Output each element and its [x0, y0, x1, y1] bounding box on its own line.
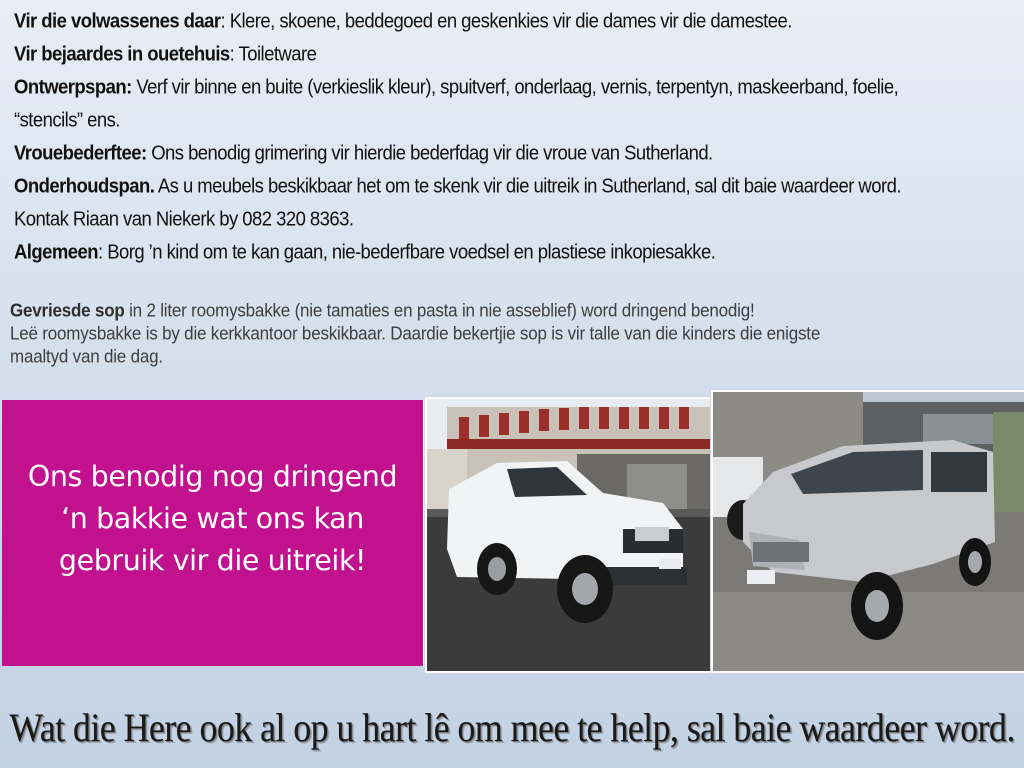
notes-list [14, 8, 1014, 272]
note-design-team: Ontwerpspan: Verf vir binne en buite (verkieslik kleur), spuitverf, onderlaag, vernis, terpentyn, maskeerband, foelie, [14, 75, 899, 98]
soup-line-3: maaltyd van die dag. [10, 346, 163, 367]
white-bakkie-image [427, 399, 712, 671]
bakkie-appeal-text: Ons benodig nog dringend ‘n bakkie wat ons kan gebruik vir die uitreik! [27, 460, 398, 577]
note-elderly: Vir bejaardes in ouetehuis: Toiletware [14, 42, 317, 65]
note-womens-pamper: Vrouebederftee: Ons benodig grimering vir hierdie bederfdag vir die vroue van Sutherland. [14, 141, 713, 164]
soup-line-1: Gevriesde sop in 2 liter roomysbakke (nie tamaties en pasta in nie asseblief) word dringend benodig! [10, 300, 755, 321]
note-general: Algemeen: Borg ’n kind om te kan gaan, nie-bederfbare voedsel en plastiese inkopiesakke. [14, 240, 716, 263]
footer-slogan: Wat die Here ook al op u hart lê om mee te help, sal baie waardeer word. [9, 705, 1015, 750]
note-contact: Kontak Riaan van Niekerk by 082 320 8363. [14, 207, 354, 230]
note-adults: Vir die volwassenes daar: Klere, skoene, beddegoed en geskenkies vir die dames vir die damestee. [14, 9, 792, 32]
silver-bakkie-image [713, 392, 1024, 671]
soup-line-2: Leë roomysbakke is by die kerkkantoor beskikbaar. Daardie bekertjie sop is vir talle van die kinders die enigste [10, 323, 821, 344]
silver-bakkie-photo [711, 390, 1024, 673]
bakkie-appeal-banner [2, 400, 425, 666]
note-maintenance: Onderhoudspan. As u meubels beskikbaar het om te skenk vir die uitreik in Sutherland, sal dit baie waardeer word. [14, 174, 901, 197]
soup-note [10, 299, 1010, 368]
note-design-team-cont: “stencils” ens. [14, 108, 120, 131]
white-bakkie-photo [425, 397, 714, 673]
